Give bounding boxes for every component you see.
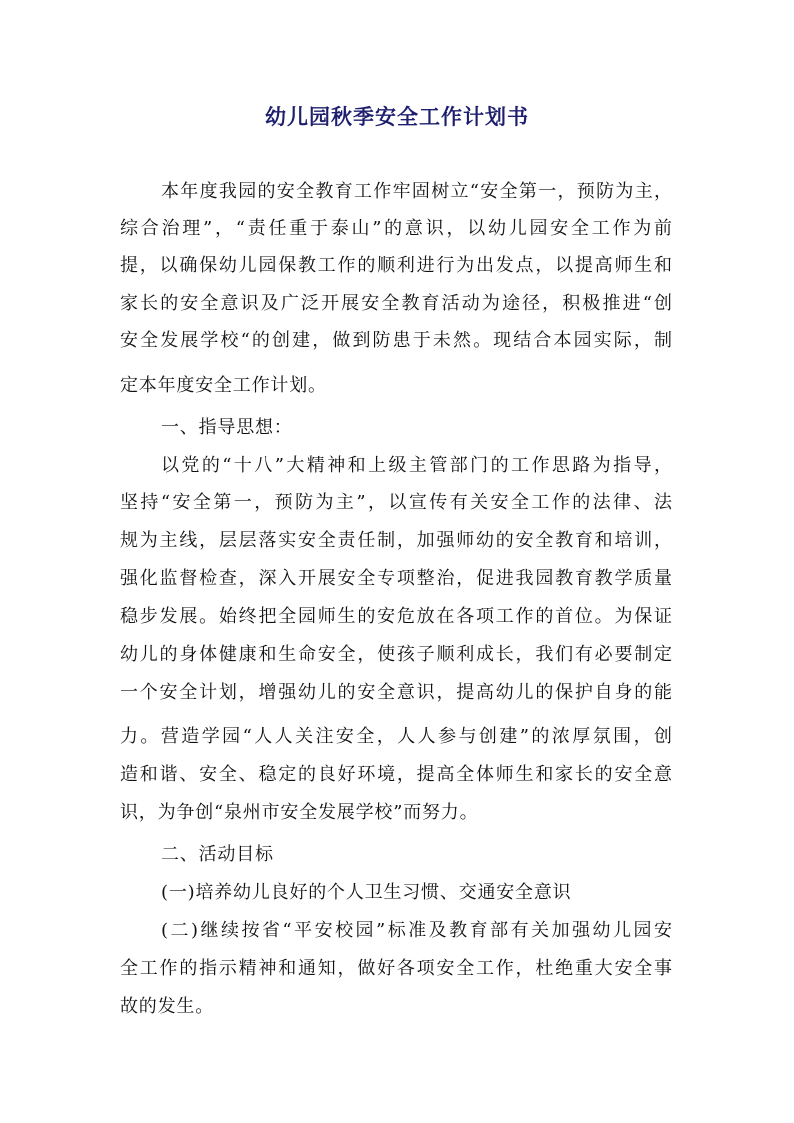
goal-item: 全工作的指示精神和通知，做好各项安全工作，杜绝重大安全事 — [120, 958, 672, 979]
body-line: 一个安全计划，增强幼儿的安全意识，提高幼儿的保护自身的能 — [120, 682, 672, 703]
body-line: 力。营造学园“人人关注安全，人人参与创建”的浓厚氛围，创 — [120, 726, 672, 747]
body-line: 识，为争创“泉州市安全发展学校”而努力。 — [120, 802, 479, 823]
section-heading: 二、活动目标 — [161, 844, 274, 865]
page-title: 幼儿园秋季安全工作计划书 — [265, 104, 529, 129]
body-line: 强化监督检查，深入开展安全专项整治，促进我园教育教学质量 — [120, 568, 672, 589]
body-line: 安全发展学校“的创建，做到防患于未然。现结合本园实际，制 — [120, 330, 672, 351]
body-line: 以党的“十八”大精神和上级主管部门的工作思路为指导， — [161, 455, 672, 476]
body-line: 稳步发展。始终把全园师生的安危放在各项工作的首位。为保证 — [120, 606, 672, 627]
body-line: 本年度我园的安全教育工作牢固树立“安全第一，预防为主， — [161, 181, 672, 202]
goal-item: 故的发生。 — [120, 996, 214, 1017]
goal-item: (二)继续按省“平安校园”标准及教育部有关加强幼儿园安 — [161, 920, 672, 941]
body-line: 幼儿的身体健康和生命安全，使孩子顺利成长，我们有必要制定 — [120, 644, 672, 665]
body-line: 提，以确保幼儿园保教工作的顺利进行为出发点，以提高师生和 — [120, 255, 672, 276]
body-line: 坚持“安全第一，预防为主”，以宣传有关安全工作的法律、法 — [120, 492, 672, 513]
body-line: 综合治理”，“责任重于泰山”的意识，以幼儿园安全工作为前 — [120, 218, 672, 239]
body-line: 规为主线，层层落实安全责任制，加强师幼的安全教育和培训， — [120, 530, 672, 551]
body-line: 定本年度安全工作计划。 — [120, 375, 327, 396]
goal-item: (一)培养幼儿良好的个人卫生习惯、交通安全意识 — [161, 882, 572, 903]
body-line: 家长的安全意识及广泛开展安全教育活动为途径，积极推进“创 — [120, 293, 672, 314]
body-line: 造和谐、安全、稳定的良好环境，提高全体师生和家长的安全意 — [120, 764, 672, 785]
section-heading: 一、指导思想： — [161, 417, 293, 438]
